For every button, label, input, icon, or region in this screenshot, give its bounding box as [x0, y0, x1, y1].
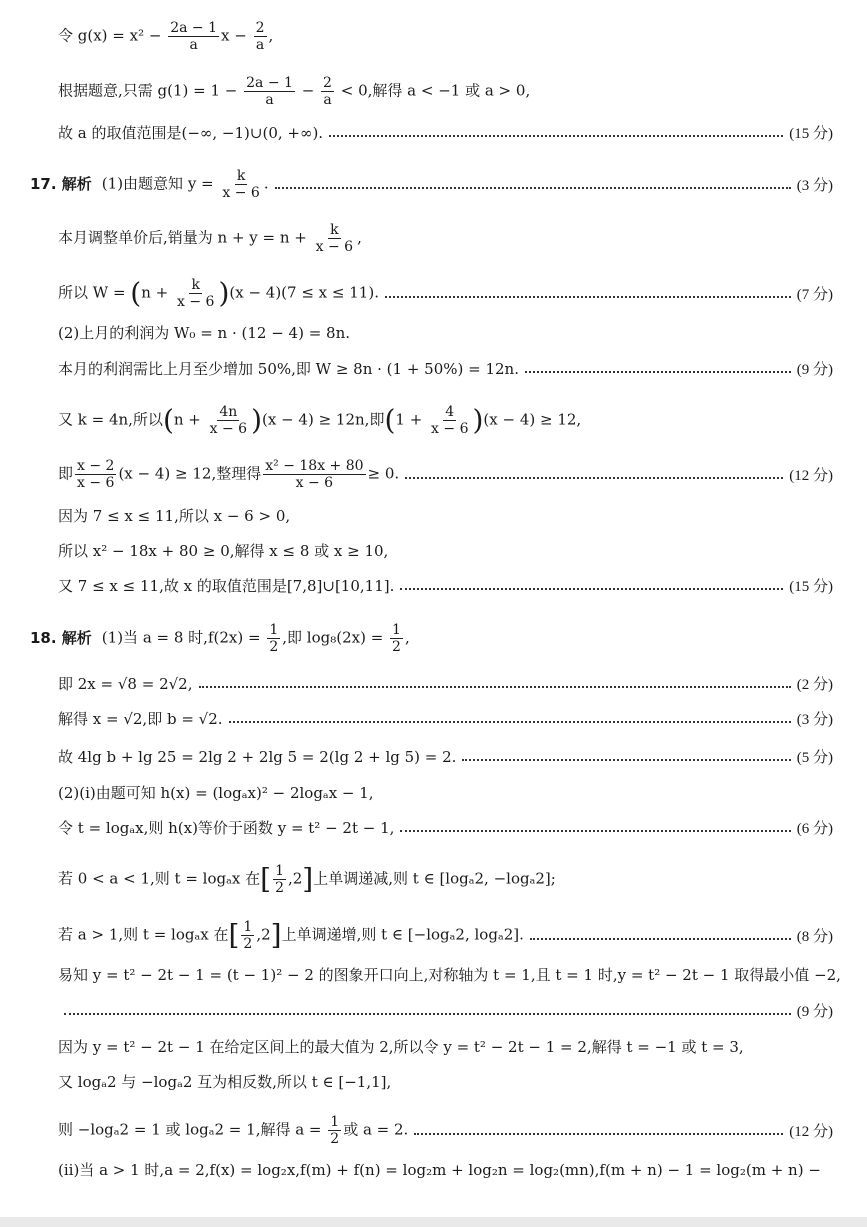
fraction [321, 75, 334, 108]
fraction-numerator: k [330, 222, 339, 238]
line-text [58, 458, 399, 491]
dotted-leader [329, 132, 783, 137]
fraction-denominator: 2 [330, 1131, 340, 1148]
solution-line [58, 222, 833, 255]
dotted-leader [400, 827, 790, 832]
dotted-leader [400, 585, 783, 590]
solution-line [58, 358, 833, 379]
large-bracket: ( [384, 403, 396, 437]
solution-line [58, 782, 833, 803]
score-label: (5 分) [796, 750, 833, 766]
dotted-leader [275, 184, 791, 189]
fraction [244, 75, 295, 108]
solution-line [30, 168, 833, 201]
fraction-denominator: a [189, 37, 198, 54]
line-text [58, 505, 290, 526]
fraction-numerator: k [236, 168, 246, 184]
text-run: n + [141, 283, 173, 302]
line-text [58, 673, 193, 694]
solution-line [58, 575, 833, 596]
text-run: 所以 W = [58, 283, 131, 302]
fraction-denominator: a [255, 37, 265, 54]
fraction-denominator: x − 6 [222, 185, 260, 202]
large-bracket: [ [260, 862, 272, 896]
score-label: (7 分) [796, 287, 833, 304]
fraction-denominator: x − 6 [431, 421, 469, 438]
fraction-numerator: k [191, 277, 200, 293]
line-text [58, 1159, 821, 1180]
solution-line [58, 540, 833, 561]
text-run: 所以 x² − 18x + 80 ≥ 0,解得 x ≤ 8 或 x ≥ 10, [58, 542, 389, 560]
text-run: 因为 7 ≤ x ≤ 11,所以 x − 6 > 0, [58, 507, 291, 525]
fraction-denominator: 2 [275, 880, 284, 897]
line-text [58, 1114, 408, 1147]
large-bracket: ) [251, 403, 263, 437]
fraction-numerator: x − 2 [77, 458, 115, 474]
fraction-numerator: 1 [330, 1114, 340, 1130]
line-text [30, 622, 410, 655]
large-bracket: ] [270, 918, 282, 952]
line-text [58, 964, 841, 985]
solution-line [58, 1159, 833, 1180]
fraction [208, 404, 249, 437]
fraction [220, 168, 261, 201]
fraction-denominator: x − 6 [315, 239, 354, 256]
section-heading: 18. 解析 [30, 628, 92, 647]
fraction [273, 863, 286, 896]
fraction-denominator: 2 [243, 936, 253, 953]
fraction-denominator: a [265, 92, 274, 109]
solution-line [58, 20, 833, 53]
solution-line [58, 75, 833, 108]
text-run: 解得 x = √2,即 b = √2. [58, 710, 223, 728]
text-run: (1)当 a = 8 时,f(2x) = [101, 628, 266, 647]
text-run: (x − 4) ≥ 12n,即 [262, 410, 385, 429]
fraction-numerator: 4n [219, 404, 238, 420]
text-run: ,即 log₈(2x) = [282, 628, 389, 647]
text-run: − [296, 81, 320, 100]
line-text [58, 222, 362, 255]
text-run: ,2 [287, 869, 303, 888]
dotted-leader [414, 1130, 783, 1135]
text-run: , [404, 628, 410, 647]
large-bracket: [ [228, 918, 240, 952]
score-label: (9 分) [796, 1004, 833, 1020]
line-text [58, 708, 223, 729]
score-label: (8 分) [796, 929, 833, 946]
solution-line [58, 919, 833, 952]
score-label: (12 分) [789, 1124, 833, 1141]
text-run: 令 t = logₐx,则 h(x)等价于函数 y = t² − 2t − 1, [58, 819, 395, 837]
dotted-leader [462, 756, 790, 761]
line-text [58, 75, 530, 108]
fraction-numerator: 1 [275, 863, 284, 879]
solution-line [58, 404, 833, 437]
fraction-denominator: a [323, 92, 332, 109]
text-run: 则 −logₐ2 = 1 或 logₐ2 = 1,解得 a = [58, 1120, 327, 1139]
fraction-denominator: 2 [392, 639, 401, 656]
text-run: , [357, 228, 362, 247]
line-text [30, 168, 269, 201]
fraction [314, 222, 355, 255]
solution-line [58, 863, 833, 896]
text-run: 若 a > 1,则 t = logₐx 在 [58, 925, 229, 944]
solution-line [58, 673, 833, 694]
text-run: 根据题意,只需 g(1) = 1 − [58, 81, 243, 100]
fraction [263, 458, 365, 491]
text-run: 即 [58, 464, 74, 483]
text-run: 上单调递增,则 t ∈ [−logₐ2, logₐ2]. [281, 925, 524, 944]
dotted-leader [530, 935, 791, 940]
solution-line [58, 505, 833, 526]
large-bracket: ( [130, 276, 142, 310]
fraction [75, 458, 116, 491]
fraction-numerator: 2a − 1 [246, 75, 293, 91]
dotted-leader [405, 474, 783, 479]
text-run: x − [221, 26, 252, 45]
line-text [58, 863, 556, 896]
text-run: 本月调整单价后,销量为 n + y = n + [58, 228, 312, 247]
fraction [429, 404, 470, 437]
line-text [58, 122, 323, 143]
line-text [58, 358, 519, 379]
section-heading: 17. 解析 [30, 174, 92, 193]
dotted-leader [385, 293, 791, 298]
line-text [58, 575, 394, 596]
line-text [58, 322, 350, 343]
text-run: (x − 4) ≥ 12, [483, 410, 582, 429]
score-label: (6 分) [796, 821, 833, 837]
text-run: 本月的利润需比上月至少增加 50%,即 W ≥ 8n · (1 + 50%) = 12n. [58, 360, 519, 378]
score-label: (3 分) [796, 712, 833, 728]
score-label: (9 分) [796, 362, 833, 378]
large-bracket: ( [162, 403, 174, 437]
line-text [58, 277, 379, 310]
fraction-denominator: x − 6 [295, 475, 334, 492]
text-run: 故 4lg b + lg 25 = 2lg 2 + 2lg 5 = 2(lg 2 + lg 5) = 2. [58, 748, 457, 766]
text-run: 又 k = 4n,所以 [58, 410, 163, 429]
fraction-numerator: 2a − 1 [170, 20, 218, 36]
text-run: ,2 [256, 925, 271, 944]
fraction-denominator: x − 6 [209, 421, 248, 438]
fraction-numerator: 1 [243, 919, 253, 935]
fraction-numerator: 2 [255, 20, 265, 36]
solution-line [58, 322, 833, 343]
text-run: 或 a = 2. [343, 1120, 409, 1139]
text-run: 易知 y = t² − 2t − 1 = (t − 1)² − 2 的图象开口向上,对称轴为 t = 1,且 t = 1 时,y = t² − 2t − 1 取得最小值 −2, [58, 966, 841, 984]
fraction-denominator: 2 [269, 639, 279, 656]
dotted-leader [229, 718, 791, 723]
large-bracket: ) [218, 276, 230, 310]
text-run: n + [173, 410, 206, 429]
fraction-numerator: x² − 18x + 80 [265, 458, 364, 474]
fraction-numerator: 2 [323, 75, 332, 91]
text-run: 令 g(x) = x² − [58, 26, 167, 45]
scan-bottom-edge [0, 1217, 867, 1227]
text-run: 即 2x = √8 = 2√2, [58, 675, 193, 693]
text-run: (x − 4) ≥ 12,整理得 [118, 464, 262, 483]
fraction [175, 277, 216, 310]
fraction [168, 20, 219, 53]
text-run: 若 0 < a < 1,则 t = logₐx 在 [58, 869, 261, 888]
dotted-leader [199, 683, 791, 688]
line-text [58, 817, 394, 838]
large-bracket: ) [472, 403, 484, 437]
solution-line [58, 1036, 833, 1057]
text-run: , [268, 26, 274, 45]
score-label: (12 分) [789, 468, 833, 485]
fraction-denominator: x − 6 [177, 294, 215, 311]
solution-line [58, 1114, 833, 1147]
fraction [328, 1114, 341, 1147]
text-run: ≥ 0. [367, 464, 400, 483]
line-text [58, 746, 456, 767]
line-text [58, 20, 273, 53]
score-label: (15 分) [789, 126, 833, 142]
text-run: 因为 y = t² − 2t − 1 在给定区间上的最大值为 2,所以令 y = t² − 2t − 1 = 2,解得 t = −1 或 t = 3, [58, 1038, 744, 1056]
fraction [254, 20, 267, 53]
text-run: . [263, 174, 269, 193]
text-run: < 0,解得 a < −1 或 a > 0, [335, 81, 531, 100]
fraction-numerator: 1 [392, 622, 401, 638]
solution-line [58, 1000, 833, 1021]
text-run: 又 7 ≤ x ≤ 11,故 x 的取值范围是[7,8]∪[10,11]. [58, 577, 395, 595]
fraction [267, 622, 280, 655]
text-run: (2)上月的利润为 W₀ = n · (12 − 4) = 8n. [58, 324, 351, 342]
text-run: (1)由题意知 y = [101, 174, 219, 193]
line-text [58, 919, 524, 952]
line-text [58, 404, 581, 437]
text-run: 又 logₐ2 与 −logₐ2 互为相反数,所以 t ∈ [−1,1], [58, 1073, 392, 1091]
solution-line [30, 622, 833, 655]
line-text [58, 1036, 744, 1057]
line-text [58, 1071, 391, 1092]
solution-line [58, 277, 833, 310]
text-run: 上单调递减,则 t ∈ [logₐ2, −logₐ2]; [313, 869, 556, 888]
fraction [241, 919, 254, 952]
score-label: (15 分) [789, 579, 833, 595]
large-bracket: ] [302, 862, 314, 896]
text-run: 故 a 的取值范围是(−∞, −1)∪(0, +∞). [58, 124, 324, 142]
score-label: (2 分) [796, 677, 833, 693]
solution-line [58, 708, 833, 729]
solution-line [58, 746, 833, 767]
line-text [58, 540, 388, 561]
text-run: (x − 4)(7 ≤ x ≤ 11). [229, 283, 379, 302]
fraction-numerator: 1 [269, 622, 279, 638]
fraction-denominator: x − 6 [77, 475, 115, 492]
solution-line [58, 122, 833, 143]
score-label: (3 分) [796, 178, 833, 195]
solution-line [58, 964, 841, 985]
text-run: (2)(ⅰ)由题可知 h(x) = (logₐx)² − 2logₐx − 1, [58, 784, 374, 802]
solution-line [58, 817, 833, 838]
text-run: 1 + [395, 410, 428, 429]
line-text [58, 782, 374, 803]
fraction [390, 622, 403, 655]
dotted-leader [64, 1010, 791, 1015]
solution-line [58, 1071, 833, 1092]
fraction-numerator: 4 [445, 404, 455, 420]
solution-line [58, 458, 833, 491]
dotted-leader [525, 368, 791, 373]
text-run: (ⅱ)当 a > 1 时,a = 2,f(x) = log₂x,f(m) + f(n) = log₂m + log₂n = log₂(mn),f(m + n) − 1 = log₂(m + n) − [58, 1161, 821, 1179]
